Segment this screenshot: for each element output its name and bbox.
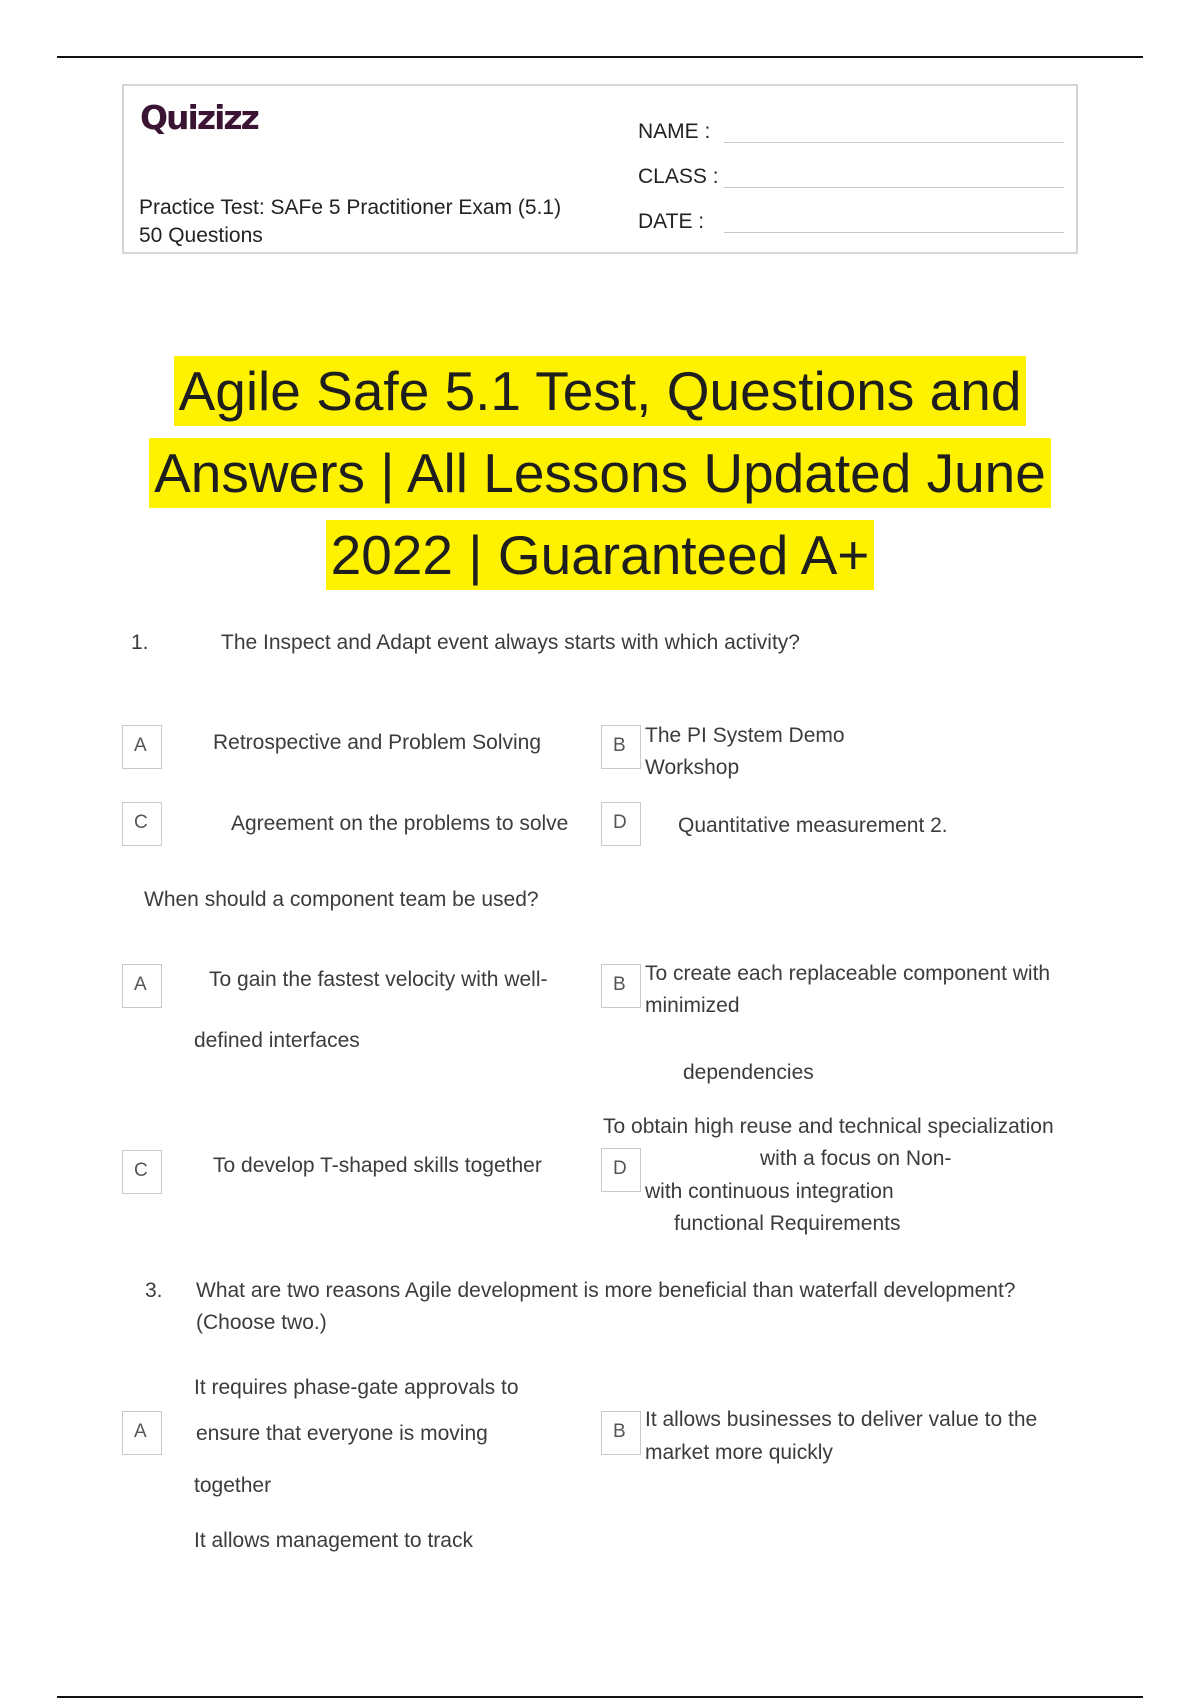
q1-option-b-text-1: The PI System Demo <box>645 724 845 747</box>
question-count: 50 Questions <box>139 224 263 247</box>
q2-option-d-text-4: functional Requirements <box>674 1212 901 1235</box>
class-field[interactable] <box>724 187 1064 188</box>
question-2-text: When should a component team be used? <box>144 888 539 911</box>
q1-option-c-box[interactable]: C <box>122 802 162 846</box>
name-label: NAME : <box>638 120 711 143</box>
quizizz-logo: Quizizz <box>140 98 258 137</box>
q2-option-d-box[interactable]: D <box>601 1148 641 1192</box>
question-1-text: The Inspect and Adapt event always starts with which activity? <box>221 631 800 654</box>
q1-option-b-box[interactable]: B <box>601 725 641 769</box>
q2-option-a-box[interactable]: A <box>122 964 162 1008</box>
worksheet-header <box>122 84 1078 254</box>
question-3-number: 3. <box>145 1279 163 1302</box>
q2-option-d-text-2: with a focus on Non- <box>760 1147 952 1170</box>
question-1-number: 1. <box>131 631 149 654</box>
q2-option-b-text-1: To create each replaceable component with <box>645 962 1051 985</box>
q3-option-a-text-2: ensure that everyone is moving <box>196 1422 488 1445</box>
q2-option-d-text-3: with continuous integration <box>645 1180 894 1203</box>
title-line-1: Agile Safe 5.1 Test, Questions and <box>174 356 1027 426</box>
q3-option-b-text-2: market more quickly <box>645 1441 833 1464</box>
question-3-text: What are two reasons Agile development is more beneficial than waterfall development? <box>196 1279 1016 1302</box>
q1-option-d-text: Quantitative measurement 2. <box>678 814 948 837</box>
title-line-2: Answers | All Lessons Updated June <box>149 438 1051 508</box>
q2-option-c-text: To develop T-shaped skills together <box>213 1154 542 1177</box>
top-rule <box>57 56 1143 58</box>
q3-option-c-text-1: It allows management to track <box>194 1529 473 1552</box>
q3-option-b-box[interactable]: B <box>601 1411 641 1455</box>
title-line-3: 2022 | Guaranteed A+ <box>326 520 875 590</box>
date-label: DATE : <box>638 210 705 233</box>
test-title: Practice Test: SAFe 5 Practitioner Exam (5.1) <box>139 196 562 219</box>
q3-option-a-text-3: together <box>194 1474 272 1497</box>
date-field[interactable] <box>724 232 1064 233</box>
name-field[interactable] <box>724 142 1064 143</box>
q3-option-a-text-1: It requires phase-gate approvals to <box>194 1376 519 1399</box>
q1-option-d-box[interactable]: D <box>601 802 641 846</box>
page-title <box>100 350 1100 596</box>
q2-option-a-text-2: defined interfaces <box>194 1029 360 1052</box>
bottom-rule <box>57 1696 1143 1698</box>
q1-option-b-text-2: Workshop <box>645 756 740 779</box>
q2-option-b-box[interactable]: B <box>601 964 641 1008</box>
q1-option-a-text: Retrospective and Problem Solving <box>213 731 542 754</box>
q1-option-a-box[interactable]: A <box>122 725 162 769</box>
q3-option-a-box[interactable]: A <box>122 1411 162 1455</box>
q2-option-c-box[interactable]: C <box>122 1150 162 1194</box>
q3-option-b-text-1: It allows businesses to deliver value to the <box>645 1408 1038 1431</box>
q2-option-b-text-2: minimized <box>645 994 740 1017</box>
class-label: CLASS : <box>638 165 719 188</box>
q2-option-a-text-1: To gain the fastest velocity with well- <box>209 968 548 991</box>
q1-option-c-text: Agreement on the problems to solve <box>231 812 569 835</box>
q2-option-d-text-1: To obtain high reuse and technical specialization <box>603 1115 1054 1138</box>
question-3-text-2: (Choose two.) <box>196 1311 327 1334</box>
q2-option-b-text-3: dependencies <box>683 1061 814 1084</box>
